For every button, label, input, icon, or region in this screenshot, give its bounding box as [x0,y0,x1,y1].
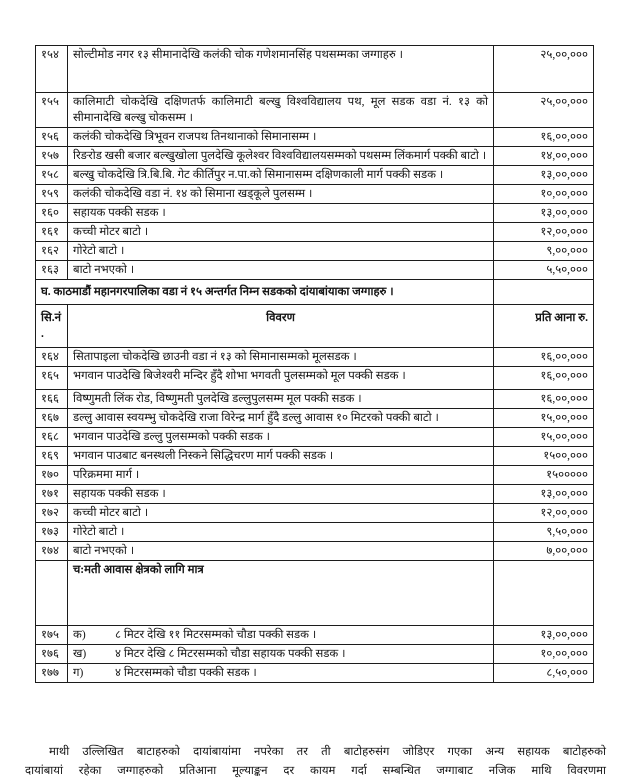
sn-cell: १७५ [36,626,68,645]
table-row [36,645,594,664]
rate-cell: १६,००,००० [494,367,594,390]
sn-cell: १६० [36,204,68,223]
description-cell: सहायक पक्की सडक । [68,485,494,504]
description-text: ८ मिटर देखि ११ मिटरसम्मको चौडा पक्की सडक । [115,629,317,641]
rate-cell: १२,००,००० [494,223,594,242]
sn-cell: १७० [36,466,68,485]
table-body [36,46,594,683]
rate-cell [494,280,594,305]
rate-cell: १३,००,००० [494,166,594,185]
sn-cell: १६४ [36,348,68,367]
sn-cell: १७१ [36,485,68,504]
description-cell: कच्ची मोटर बाटो । [68,504,494,523]
rate-cell: १३,००,००० [494,204,594,223]
column-header-row [36,305,594,348]
table-row [36,204,594,223]
description-cell [68,626,494,645]
description-cell [68,664,494,683]
sn-cell: १७४ [36,542,68,561]
sn-cell: १७२ [36,504,68,523]
table-row [36,626,594,645]
rate-cell: १३,००,००० [494,485,594,504]
subsection-header-row [36,561,594,626]
description-cell: भगवान पाउदेखि डल्लु पुलसम्मको पक्की सडक । [68,428,494,447]
sn-cell: १६७ [36,409,68,428]
rate-cell: १४,००,००० [494,147,594,166]
sn-cell: १६१ [36,223,68,242]
sn-cell [36,561,68,626]
description-cell [68,645,494,664]
description-cell: बल्खु चोकदेखि त्रि.बि.बि. गेट कीर्तिपुर न.पा.को सिमानासम्म दक्षिणकाली मार्ग पक्की सडक । [68,166,494,185]
table-row [36,93,594,128]
rate-cell: १५००,००० [494,447,594,466]
sn-cell: १५७ [36,147,68,166]
description-cell: कलंकी चोकदेखि त्रिभूवन राजपथ तिनथानाको सिमानासम्म । [68,128,494,147]
item-letter-label: ग) [73,667,84,679]
section-title-cell: घ. काठमाडौं महानगरपालिका वडा नं १५ अन्तर्गत निम्न सडकको दांयाबांयाका जग्गाहरु । [36,280,494,305]
table-row [36,348,594,367]
sn-cell: १६२ [36,242,68,261]
table-row [36,466,594,485]
rate-cell: ९,५०,००० [494,523,594,542]
description-cell: बाटो नभएको । [68,542,494,561]
sn-cell: १७३ [36,523,68,542]
sn-cell: १६६ [36,390,68,409]
table-row [36,447,594,466]
item-letter-label: ख) [73,648,87,660]
description-cell: बाटो नभएको । [68,261,494,280]
table-row [36,367,594,390]
description-cell: गोरेटो बाटो । [68,242,494,261]
table-row [36,128,594,147]
description-cell: सोल्टीमोड नगर १३ सीमानादेखि कलंकी चोक गणेशमानसिंह पथसम्मका जग्गाहरु । [68,46,494,93]
sn-cell: १६९ [36,447,68,466]
rate-cell [494,561,594,626]
sn-cell: १७७ [36,664,68,683]
rate-cell: २५,००,००० [494,93,594,128]
table-row [36,242,594,261]
sn-cell: १५९ [36,185,68,204]
land-valuation-table [35,45,594,683]
table-row [36,390,594,409]
rate-header-cell: प्रति आना रु. [494,305,594,348]
sn-cell: १५८ [36,166,68,185]
table-row [36,261,594,280]
rate-cell: १६,००,००० [494,390,594,409]
description-cell: रिङरोड खसी बजार बल्खुखोला पुलदेखि कूलेश्वर विश्वविद्यालयसम्मको पथसम्म लिंकमार्ग पक्की बाटो । [68,147,494,166]
footer-note [25,743,606,781]
table-row [36,223,594,242]
rate-cell: १२,००,००० [494,504,594,523]
description-cell: गोरेटो बाटो । [68,523,494,542]
sn-cell: १६८ [36,428,68,447]
description-cell: विष्णुमती लिंक रोड, विष्णुमती पुलदेखि डल्लुपुलसम्म मूल पक्की सडक । [68,390,494,409]
rate-cell: ९,००,००० [494,242,594,261]
table-row [36,664,594,683]
description-text: ४ मिटरसम्मको चौडा पक्की सडक । [115,667,257,679]
description-cell: परिक्रममा मार्ग । [68,466,494,485]
table-row [36,523,594,542]
rate-cell: १५००००० [494,466,594,485]
sn-cell: १५५ [36,93,68,128]
sn-cell: १५६ [36,128,68,147]
rate-cell: २५,००,००० [494,46,594,93]
description-cell: सितापाइला चोकदेखि छाउनी वडा नं १३ को सिमानासम्मको मूलसडक । [68,348,494,367]
sn-cell: १५४ [36,46,68,93]
rate-cell: १०,००,००० [494,185,594,204]
rate-cell: ७,००,००० [494,542,594,561]
description-header-cell: विवरण [68,305,494,348]
description-cell: कच्ची मोटर बाटो । [68,223,494,242]
rate-cell: १०,००,००० [494,645,594,664]
description-text: ४ मिटर देखि ८ मिटरसम्मको चौडा सहायक पक्की सडक । [115,648,346,660]
section-header-row [36,280,594,305]
rate-cell: १५,००,००० [494,428,594,447]
table-row [36,185,594,204]
rate-cell: १३,००,००० [494,626,594,645]
table-row [36,46,594,93]
table-row [36,166,594,185]
table-row [36,504,594,523]
item-letter-label: क) [73,629,86,641]
table-row [36,428,594,447]
sn-cell: १६३ [36,261,68,280]
rate-cell: ८,५०,००० [494,664,594,683]
description-cell: भगवान पाउदेखि बिजेश्वरी मन्दिर हुँदै शोभा भगवती पुलसम्मको मूल पक्की सडक । [68,367,494,390]
rate-cell: ५,५०,००० [494,261,594,280]
sn-cell: १७६ [36,645,68,664]
footer-note-line2: दायांबायां रहेका जग्गाहरुको प्रतिआना मूल्याङ्कन दर कायम गर्दा सम्बन्धित जग्गाबाट नजिक माथि विवरणमा [25,765,606,777]
description-cell: कलंकी चोकदेखि वडा नं. १४ को सिमाना खड्कूले पुलसम्म । [68,185,494,204]
footer-note-line1: माथी उल्लिखित बाटाहरुको दायांबायांमा नपरेका तर ती बाटोहरुसंग जोडिएर गएका अन्य सहायक बाटोहरुको [49,746,606,758]
rate-cell: १६,००,००० [494,128,594,147]
table-row [36,409,594,428]
description-cell: भगवान पाउबाट बनस्थली निस्कने सिद्धिचरण मार्ग पक्की सडक । [68,447,494,466]
description-cell: कालिमाटी चोकदेखि दक्षिणतर्फ कालिमाटी बल्खु विश्वविद्यालय पथ, मूल सडक वडा नं. १३ को सीमानादेखि बल्खु चोकसम्म । [68,93,494,128]
subsection-title-cell: च:मती आवास क्षेत्रको लागि मात्र [68,561,494,626]
rate-cell: १६,००,००० [494,348,594,367]
table-row [36,147,594,166]
description-cell: डल्लु आवास स्वयम्भु चोकदेखि राजा विरेन्द्र मार्ग हुँदै डल्लु आवास १० मिटरको पक्की बाटो । [68,409,494,428]
sn-header-cell: सि.नं. [36,305,68,348]
description-cell: सहायक पक्की सडक । [68,204,494,223]
rate-cell: १५,००,००० [494,409,594,428]
table-row [36,542,594,561]
table-row [36,485,594,504]
sn-cell: १६५ [36,367,68,390]
